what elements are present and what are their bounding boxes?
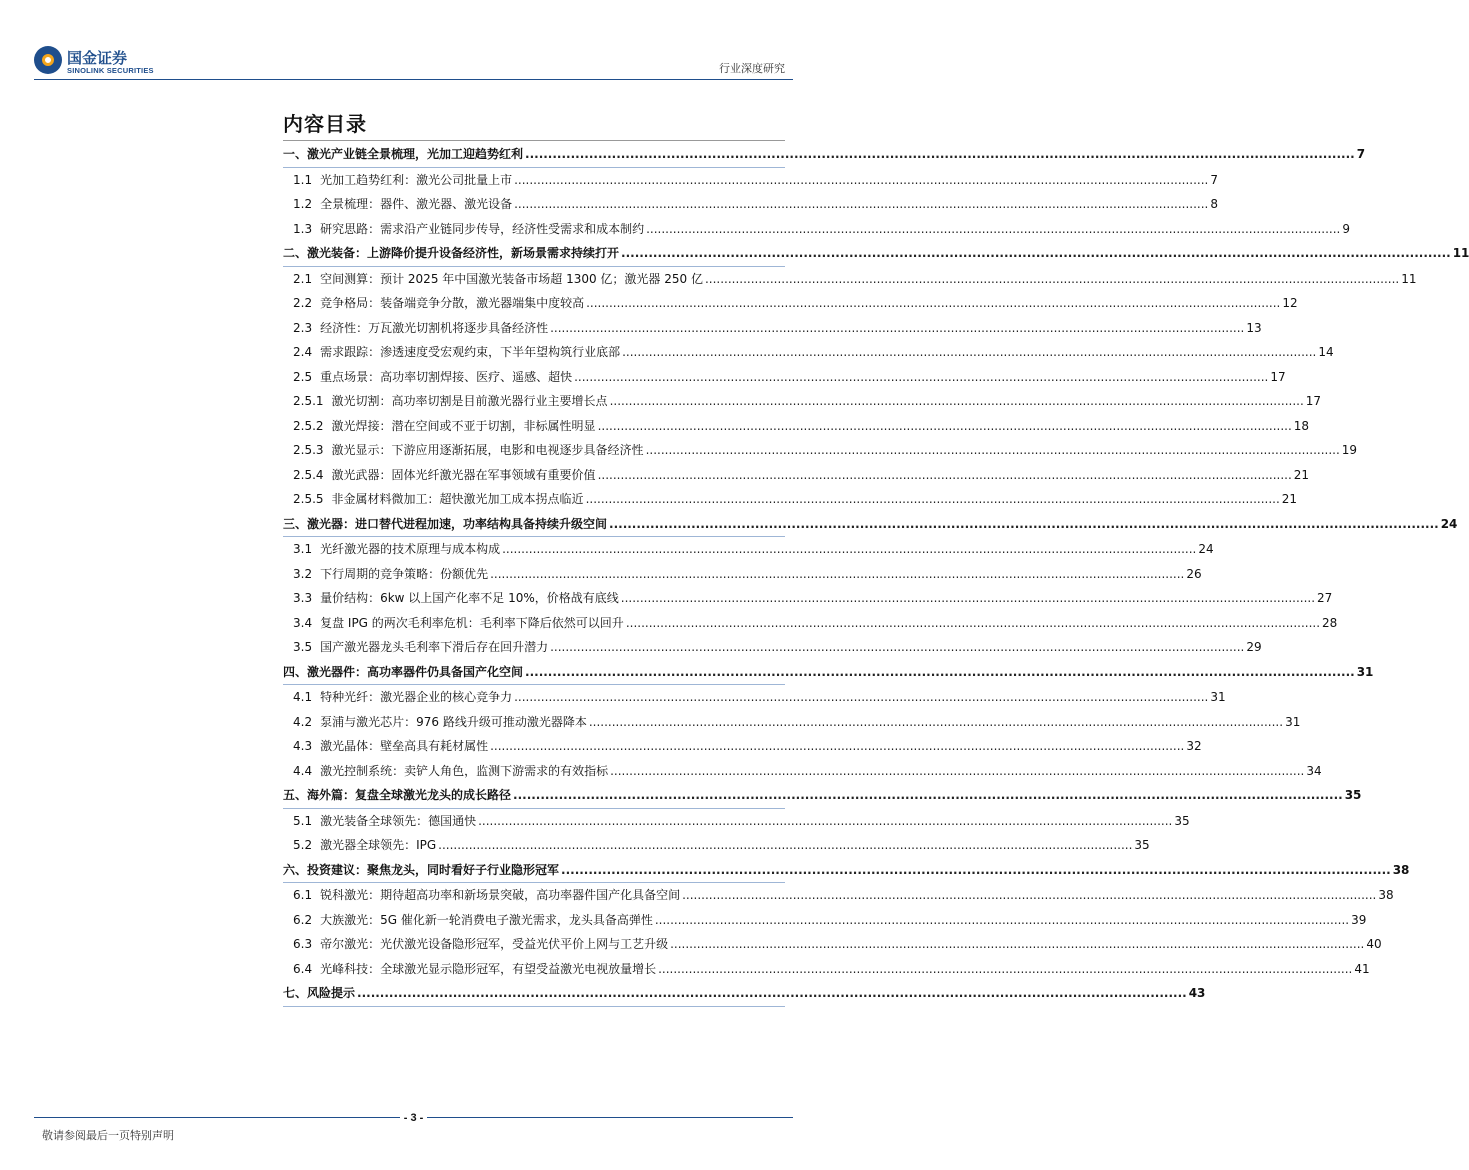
toc-entry[interactable]	[283, 660, 1374, 686]
toc-entry-page: 7	[1356, 147, 1366, 161]
toc-entry-page: 29	[1246, 640, 1262, 654]
toc-entry-number: 2.2	[293, 296, 313, 310]
toc-entry-page: 38	[1378, 888, 1394, 902]
toc-leader-dots	[682, 883, 1376, 908]
toc-leader-dots	[622, 340, 1316, 365]
toc-leader-dots	[574, 365, 1268, 390]
toc-entry-page: 11	[1452, 246, 1469, 260]
toc-entry-number: 2.5	[293, 369, 313, 384]
toc-entry-page: 13	[1246, 320, 1262, 335]
toc-entry-number: 4.4	[293, 763, 313, 778]
toc-entry-title: 竞争格局：装备端竞争分散，激光器端集中度较高	[320, 296, 585, 310]
toc-entry[interactable]	[283, 858, 1410, 884]
toc-entry-page: 31	[1210, 690, 1226, 704]
toc-entry-page: 14	[1318, 345, 1334, 359]
toc-leader-dots	[610, 759, 1304, 784]
toc-leader-dots	[589, 710, 1283, 735]
table-of-contents	[283, 142, 1469, 1007]
toc-leader-dots	[621, 241, 1451, 266]
toc-leader-dots	[514, 685, 1208, 710]
toc-entry-number: 2.3	[293, 320, 313, 335]
toc-entry-page: 21	[1293, 467, 1310, 482]
toc-entry-title: 七、风险提示	[283, 986, 356, 1000]
toc-entry-page: 12	[1282, 296, 1298, 310]
toc-entry[interactable]	[283, 783, 1362, 809]
toc-entry-title: 五、海外篇：复盘全球激光龙头的成长路径	[283, 788, 512, 802]
toc-entry-number: 2.4	[293, 345, 313, 359]
toc-entry[interactable]	[283, 414, 1310, 439]
toc-entry-number: 3.2	[293, 566, 313, 581]
toc-entry-page: 38	[1392, 862, 1410, 877]
toc-entry-number: 2.5.3	[293, 443, 324, 457]
logo-en-text: SINOLINK SECURITIES	[67, 66, 154, 75]
toc-entry[interactable]	[283, 562, 1202, 587]
toc-entry[interactable]	[283, 291, 1298, 316]
toc-entry-page: 31	[1285, 714, 1301, 729]
toc-entry-page: 26	[1186, 566, 1202, 581]
toc-entry-number: 3.3	[293, 591, 313, 605]
toc-entry[interactable]	[283, 537, 1214, 562]
toc-entry-title: 重点场景：高功率切割焊接、医疗、遥感、超快	[320, 369, 573, 384]
toc-leader-dots	[502, 537, 1196, 562]
toc-entry[interactable]	[283, 932, 1382, 957]
toc-entry[interactable]	[283, 809, 1190, 834]
toc-leader-dots	[357, 981, 1187, 1006]
toc-leader-dots	[609, 512, 1439, 537]
toc-entry-title: 经济性：万瓦激光切割机将逐步具备经济性	[320, 320, 549, 335]
header-divider	[34, 79, 793, 80]
toc-entry-title: 下行周期的竞争策略：份额优先	[320, 566, 489, 581]
toc-entry-title: 量价结构：6kw 以上国产化率不足 10%，价格战有底线	[320, 591, 619, 605]
toc-leader-dots	[490, 562, 1184, 587]
toc-entry[interactable]	[283, 611, 1338, 636]
toc-leader-dots	[513, 783, 1343, 808]
toc-entry-page: 27	[1317, 591, 1333, 605]
toc-entry-title: 需求跟踪：渗透速度受宏观约束，下半年望构筑行业底部	[320, 345, 621, 359]
toc-entry-title: 激光焊接：潜在空间或不亚于切割，非标属性明显	[331, 418, 596, 433]
toc-entry-number: 1.2	[293, 197, 313, 211]
toc-entry-page: 9	[1342, 221, 1350, 236]
toc-entry[interactable]	[283, 168, 1218, 193]
toc-entry-page: 19	[1341, 443, 1358, 457]
company-logo	[34, 46, 154, 80]
toc-entry-title: 泵浦与激光芯片：976 路线升级可推动激光器降本	[320, 714, 587, 729]
page-number-wrap	[0, 1112, 827, 1124]
toc-entry[interactable]	[283, 512, 1458, 538]
toc-entry[interactable]	[283, 192, 1218, 217]
toc-entry-number: 6.4	[293, 961, 313, 976]
toc-entry-page: 35	[1134, 838, 1150, 852]
toc-entry-number: 3.4	[293, 615, 313, 630]
toc-entry[interactable]	[283, 833, 1150, 858]
toc-entry[interactable]	[283, 340, 1334, 365]
toc-entry[interactable]	[283, 759, 1322, 784]
toc-entry-page: 24	[1198, 542, 1214, 556]
toc-entry-title: 四、激光器件：高功率器件仍具备国产化空间	[283, 664, 524, 679]
toc-entry-title: 全景梳理：器件、激光器、激光设备	[320, 197, 513, 211]
toc-entry-title: 研究思路：需求沿产业链同步传导，经济性受需求和成本制约	[320, 221, 645, 236]
footer-disclaimer: 敬请参阅最后一页特别声明	[42, 1129, 174, 1142]
page-number: - 3 -	[400, 1112, 428, 1124]
toc-entry-number: 4.1	[293, 690, 313, 704]
toc-entry-number: 1.1	[293, 172, 313, 187]
toc-leader-dots	[514, 168, 1208, 193]
toc-entry-title: 光纤激光器的技术原理与成本构成	[320, 542, 501, 556]
toc-entry[interactable]	[283, 142, 1366, 168]
toc-entry[interactable]	[283, 586, 1333, 611]
toc-leader-dots	[478, 809, 1172, 834]
toc-entry-title: 大族激光：5G 催化新一轮消费电子激光需求，龙头具备高弹性	[320, 912, 653, 927]
toc-entry-page: 32	[1186, 739, 1202, 753]
toc-entry-page: 39	[1351, 912, 1367, 927]
toc-entry-number: 6.1	[293, 888, 313, 902]
toc-leader-dots	[655, 908, 1349, 933]
toc-leader-dots	[646, 217, 1340, 242]
toc-entry-title: 一、激光产业链全景梳理，光加工迎趋势红利	[283, 147, 524, 161]
toc-entry[interactable]	[283, 217, 1350, 242]
toc-leader-dots	[670, 932, 1364, 957]
toc-entry-title: 锐科激光：期待超高功率和新场景突破，高功率器件国产化具备空间	[320, 888, 681, 902]
toc-title-divider	[283, 140, 785, 141]
toc-entry-number: 4.2	[293, 714, 313, 729]
toc-leader-dots	[438, 833, 1132, 858]
toc-leader-dots	[525, 660, 1355, 685]
toc-leader-dots	[586, 291, 1280, 316]
toc-leader-dots	[514, 192, 1208, 217]
toc-entry-title: 特种光纤：激光器企业的核心竞争力	[320, 690, 513, 704]
toc-entry[interactable]	[283, 908, 1367, 933]
toc-entry[interactable]	[283, 710, 1301, 735]
toc-entry-title: 帝尔激光：光伏激光设备隐形冠军，受益光伏平价上网与工艺升级	[320, 937, 669, 951]
toc-entry-title: 激光切割：高功率切割是目前激光器行业主要增长点	[331, 394, 608, 408]
toc-leader-dots	[621, 586, 1315, 611]
toc-entry-title: 光峰科技：全球激光显示隐形冠军，有望受益激光电视放量增长	[320, 961, 657, 976]
toc-entry-number: 5.1	[293, 813, 313, 828]
toc-leader-dots	[561, 858, 1391, 883]
toc-entry-number: 2.1	[293, 271, 313, 286]
toc-entry-number: 3.1	[293, 542, 313, 556]
toc-entry[interactable]	[283, 957, 1370, 982]
toc-entry-number: 5.2	[293, 838, 313, 852]
toc-entry-title: 激光器全球领先：IPG	[320, 838, 437, 852]
toc-entry-number: 3.5	[293, 640, 313, 654]
logo-mark-icon	[34, 46, 62, 74]
toc-entry-title: 激光装备全球领先：德国通快	[320, 813, 477, 828]
toc-leader-dots	[550, 316, 1244, 341]
toc-entry[interactable]	[283, 487, 1298, 512]
toc-entry[interactable]	[283, 981, 1206, 1007]
toc-entry-page: 40	[1366, 937, 1382, 951]
toc-entry[interactable]	[283, 635, 1262, 660]
toc-entry-title: 二、激光装备：上游降价提升设备经济性，新场景需求持续打开	[283, 246, 620, 260]
toc-entry-number: 2.5.5	[293, 492, 324, 506]
toc-entry-title: 非金属材料微加工：超快激光加工成本拐点临近	[331, 492, 584, 506]
toc-entry[interactable]	[283, 685, 1226, 710]
toc-entry-number: 6.3	[293, 937, 313, 951]
toc-leader-dots	[586, 487, 1280, 512]
toc-entry-number: 1.3	[293, 221, 313, 236]
toc-entry-page: 31	[1356, 664, 1374, 679]
toc-entry-page: 8	[1210, 197, 1218, 211]
toc-title: 内容目录	[283, 112, 367, 136]
toc-entry-number: 2.5.2	[293, 418, 324, 433]
toc-entry-title: 三、激光器：进口替代进程加速，功率结构具备持续升级空间	[283, 516, 608, 531]
toc-entry[interactable]	[283, 365, 1286, 390]
toc-entry-number: 2.5.1	[293, 394, 324, 408]
toc-leader-dots	[598, 463, 1292, 488]
toc-entry-title: 激光晶体：壁垒高具有耗材属性	[320, 739, 489, 753]
toc-entry-page: 34	[1306, 763, 1322, 778]
toc-entry[interactable]	[283, 883, 1394, 908]
toc-entry-title: 六、投资建议：聚焦龙头，同时看好子行业隐形冠军	[283, 862, 560, 877]
toc-entry-title: 激光武器：固体光纤激光器在军事领域有重要价值	[331, 467, 596, 482]
toc-entry[interactable]	[283, 267, 1417, 292]
toc-entry-page: 21	[1281, 492, 1298, 506]
toc-entry[interactable]	[283, 389, 1322, 414]
toc-entry-page: 7	[1210, 172, 1218, 187]
toc-leader-dots	[646, 438, 1340, 463]
toc-entry-page: 41	[1354, 961, 1370, 976]
toc-entry-page: 18	[1293, 418, 1310, 433]
toc-leader-dots	[550, 635, 1244, 660]
toc-leader-dots	[610, 389, 1304, 414]
toc-entry[interactable]	[283, 316, 1262, 341]
toc-entry-title: 国产激光器龙头毛利率下滑后存在回升潜力	[320, 640, 549, 654]
toc-entry-title: 光加工趋势红利：激光公司批量上市	[320, 172, 513, 187]
toc-leader-dots	[626, 611, 1320, 636]
toc-leader-dots	[705, 267, 1399, 292]
toc-entry-title: 空间测算：预计 2025 年中国激光装备市场超 1300 亿；激光器 250 亿	[320, 271, 703, 286]
logo-cn-text: 国金证券	[67, 49, 128, 67]
toc-entry-number: 4.3	[293, 739, 313, 753]
toc-entry-page: 43	[1188, 986, 1206, 1000]
toc-leader-dots	[490, 734, 1184, 759]
toc-entry-title: 激光显示：下游应用逐渐拓展，电影和电视逐步具备经济性	[331, 443, 644, 457]
toc-entry-page: 17	[1270, 369, 1286, 384]
toc-entry[interactable]	[283, 438, 1358, 463]
toc-entry-page: 28	[1322, 615, 1338, 630]
toc-entry-page: 35	[1344, 788, 1362, 802]
report-type: 行业深度研究	[719, 62, 785, 75]
toc-leader-dots	[598, 414, 1292, 439]
toc-entry-page: 35	[1174, 813, 1190, 828]
toc-entry-page: 17	[1305, 394, 1322, 408]
toc-entry-title: 激光控制系统：卖铲人角色，监测下游需求的有效指标	[320, 763, 609, 778]
toc-entry[interactable]	[283, 241, 1469, 267]
toc-leader-dots	[525, 142, 1355, 167]
toc-entry-page: 11	[1401, 271, 1417, 286]
toc-entry-number: 6.2	[293, 912, 313, 927]
toc-leader-dots	[658, 957, 1352, 982]
toc-entry-title: 复盘 IPG 的两次毛利率危机：毛利率下降后依然可以回升	[320, 615, 624, 630]
toc-entry[interactable]	[283, 734, 1202, 759]
toc-entry-number: 2.5.4	[293, 467, 324, 482]
toc-entry[interactable]	[283, 463, 1310, 488]
toc-entry-page: 24	[1440, 516, 1458, 531]
